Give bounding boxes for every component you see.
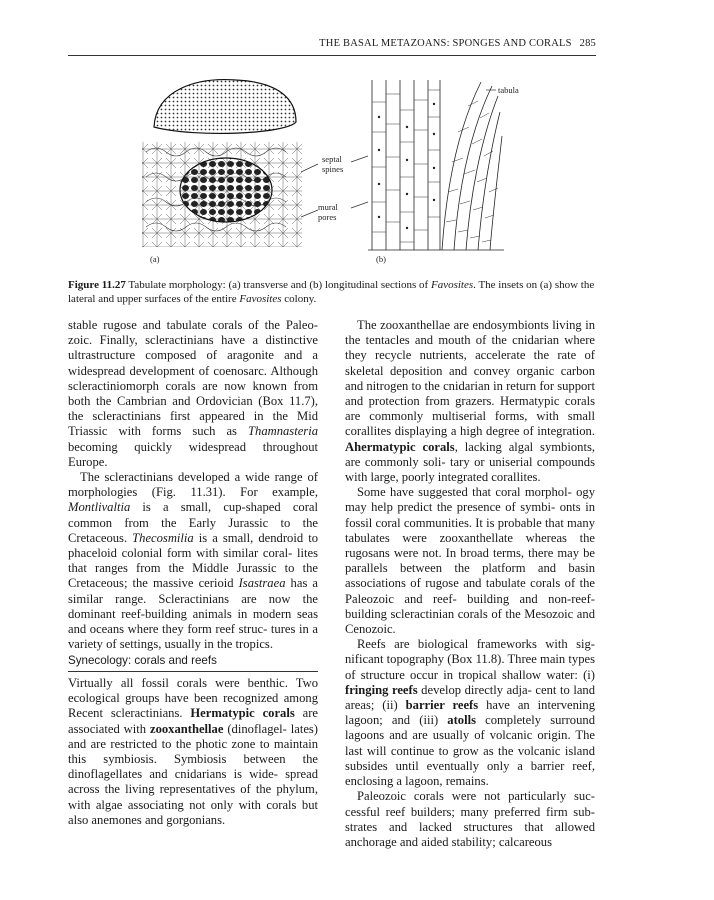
left-paragraph-2: The scleractinians developed a wide range of morphologies (Fig. 11.31). For example, Montlivaltia is a small, cup-shaped coral common from the Early Jurassic to the Cretaceous. Thecosmilia is a small, dendroid to phaceloid colonial form with similar coral- lites that ranges from the Middle Jurassic to the Cretaceous; the massive cerioid Isastraea has a similar range. Scleractinians are now the dominant reef-building animals in modern seas and oceans where they form reef struc- tures in a variety of settings, usually in the tropics. [68,470,318,652]
genus-thecosmilia: Thecosmilia [132,530,194,545]
term-atolls: atolls [447,713,476,728]
caption-text-1: Tabulate morphology: (a) transverse and (b) longitudinal sections of [125,279,431,291]
genus-montlivaltia: Montlivaltia [68,500,131,515]
term-hermatypic-corals: Hermatypic corals [190,706,295,721]
term-ahermatypic-corals: Ahermatypic corals [345,439,455,454]
caption-genus-1: Favosites [430,279,474,291]
running-header [68,38,596,52]
figure-caption [68,279,596,306]
panel-b-longitudinal-section [368,80,504,264]
caption-label: Figure 11.27 [68,279,126,291]
right-paragraph-4: Paleozoic corals were not particularly suc- cessful reef builders; many preferred firm sub- strates and lacked structures that allowed anchorage and aided stability; calcareous [345,789,595,849]
right-column [345,318,595,850]
panel-a-label: (a) [150,254,160,264]
term-fringing-reefs: fringing reefs [345,682,418,697]
genus-isastraea: Isastraea [238,576,286,591]
inset-lateral-surface [154,80,296,134]
right-paragraph-3: Reefs are biological frameworks with sig- nificant topography (Box 11.8). Three main types of structure occur in tropical shallow water: (i) fringing reefs develop directly adja- cent to land areas; (ii) barrier reefs have an intervening lagoon; and (iii) atolls completely surround lagoons and are usually of volcanic origin. The last will continue to grow as the volcanic island subsides until eventually only a barrier reef, enclosing a lagoon, remains. [345,637,596,789]
favosites-illustration [136,72,566,272]
label-mural-2: pores [318,212,337,222]
left-column-upper [68,318,318,652]
right-paragraph-2: Some have suggested that coral morphol- ogy may help predict the presence of symbi- onts in fossil coral communities. It is probable that many tabulates were zooxanthellate whereas the rugosans were not. In broad terms, there may be parallels between the platform and basin associations of rugose and tabulate corals of the Paleozoic and reef- building and non-reef-building scleractinian corals of the Mesozoic and Cenozoic. [345,485,595,637]
label-septal-1: septal [322,154,342,164]
genus-thamnasteria: Thamnasteria [248,424,318,439]
right-paragraph-1: The zooxanthellae are endosymbionts living in the tentacles and mouth of the cnidarian where they recycle nutrients, accelerate the rate of skeletal deposition and convey organic carbon and nitrogen to the cnidarian in return for support and protection from grazers. Hermatypic corals are commonly multiserial forms, with small corallites displaying a high degree of integration. Ahermatypic corals, lacking algal symbionts, are commonly soli- tary or uniserial compounds with large, poorly integrated corallites. [345,318,595,485]
caption-text-3: colony. [281,292,317,305]
panel-a-transverse-section [142,80,302,264]
running-title: THE BASAL METAZOANS: SPONGES AND CORALS [319,38,572,49]
inset-upper-surface [180,158,272,222]
figure-11-27 [136,72,566,272]
page-number: 285 [579,38,596,49]
panel-b-label: (b) [376,254,386,264]
label-septal-2: spines [322,164,344,174]
section-heading: Synecology: corals and reefs [68,654,318,672]
header-rule [68,55,596,56]
caption-text-2: . The insets on (a) show the lateral and upper surfaces of the entire [68,279,595,305]
caption-genus-2: Favosites [239,292,282,305]
left-paragraph-3: Virtually all fossil corals were benthic. Two ecological groups have been recognized among Recent scleractinians. Hermatypic corals are associated with zooxanthellae (dinoflagel- lates) and are restricted to the photic zone to maintain this symbiosis. Symbiosis between the dinoflagellates and cnidarians is wide- spread across the living representatives of the phylum, with algae associating not only with corals but also anemones and gorgonians. [68,676,318,827]
left-column-lower [68,676,318,828]
label-tabula: tabula [498,85,519,95]
term-zooxanthellae: zooxanthellae [149,721,224,736]
left-paragraph-1: stable rugose and tabulate corals of the Paleo- zoic. Finally, scleractinians have a distinctive ultrastructure composed of aragonite and a widespread development of coenosarc. Although scleractiniomorph corals are now known from both the Cambrian and Ordovician (Box 11.7), the scleractinians first appeared in the Mid Triassic with forms such as Thamnasteria becoming quickly widespread throughout Europe. [68,318,318,469]
label-mural-1: mural [318,202,338,212]
term-barrier-reefs: barrier reefs [405,698,479,713]
